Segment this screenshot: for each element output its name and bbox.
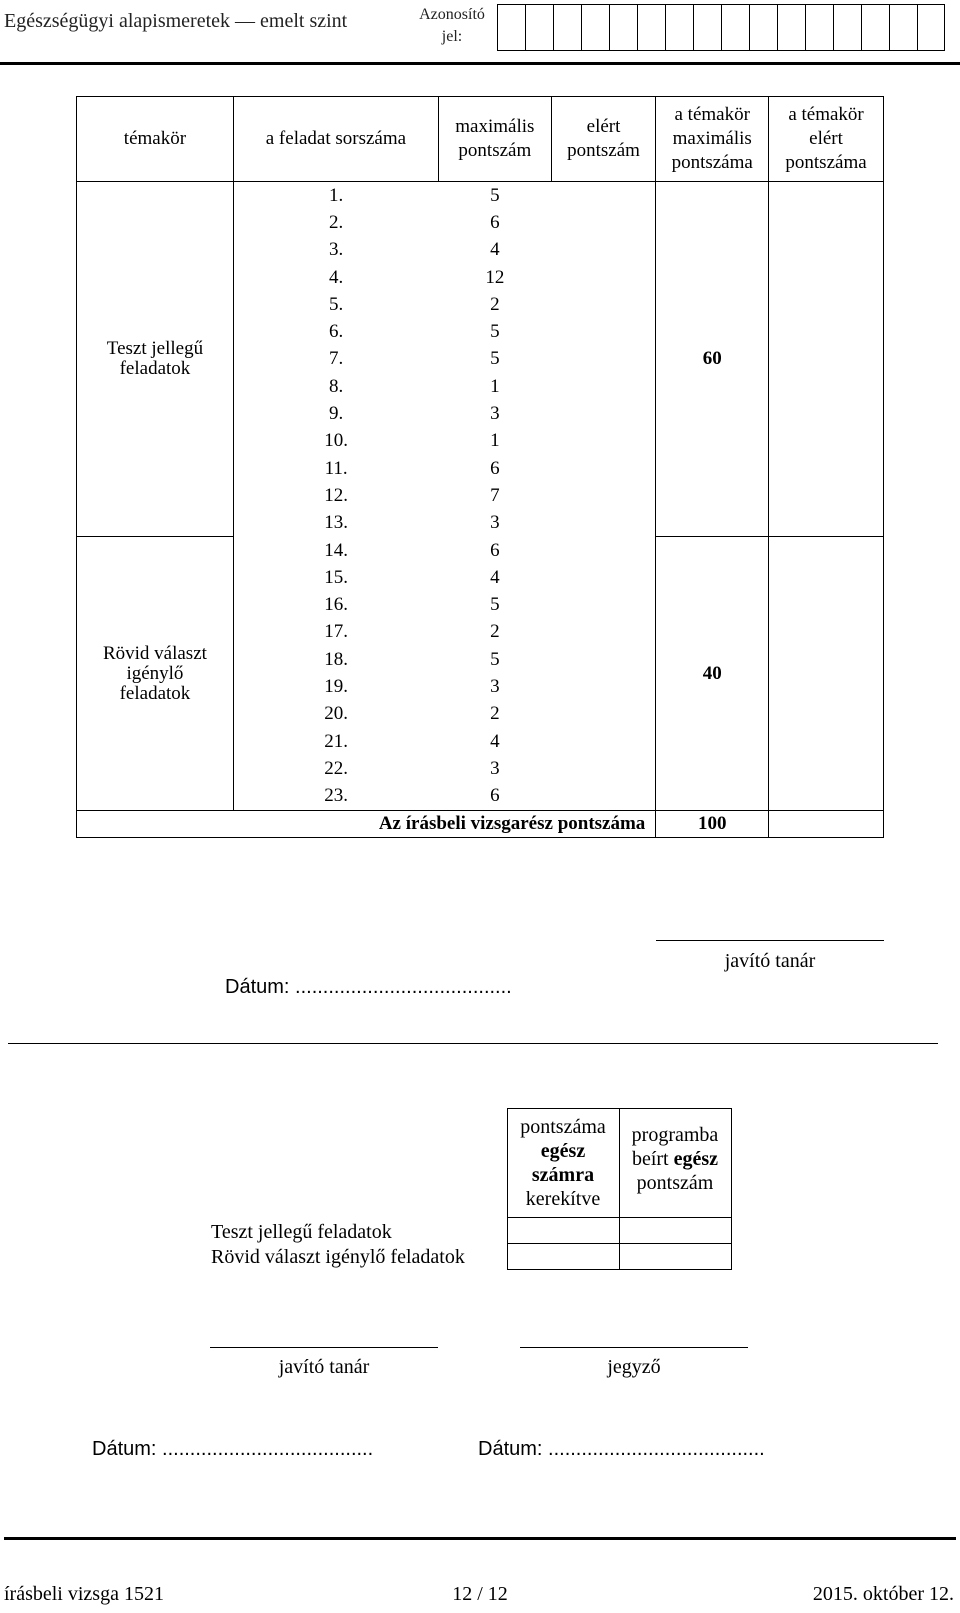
- task-number: 19.: [324, 675, 349, 697]
- achieved-points[interactable]: [551, 237, 656, 264]
- signature-line: [656, 940, 884, 941]
- header-topic-max: a témakör maximális pontszáma: [656, 97, 769, 182]
- task-number: 9.: [329, 403, 344, 425]
- page-number: 12 / 12: [452, 1583, 508, 1605]
- footer-exam-code: írásbeli vizsga 1521: [4, 1583, 164, 1605]
- id-box[interactable]: [637, 4, 665, 51]
- achieved-points[interactable]: [551, 428, 656, 455]
- max-points: 3: [490, 512, 500, 534]
- max-points: 6: [490, 539, 500, 561]
- id-box[interactable]: [581, 4, 609, 51]
- task-number: 1.: [329, 184, 344, 206]
- id-label: Azonosító jel:: [419, 6, 485, 45]
- id-box[interactable]: [721, 4, 749, 51]
- exam-title: Egészségügyi alapismeretek — emelt szint: [4, 10, 348, 32]
- signature-line: [520, 1347, 748, 1348]
- max-points: 6: [490, 785, 500, 807]
- summary-cell[interactable]: [507, 1218, 619, 1244]
- task-number: 15.: [324, 566, 349, 588]
- achieved-points[interactable]: [551, 510, 656, 537]
- max-points: 12: [485, 266, 505, 288]
- task-number: 21.: [324, 730, 349, 752]
- max-points: 5: [490, 594, 500, 616]
- achieved-points[interactable]: [551, 619, 656, 646]
- total-max: 100: [656, 810, 769, 837]
- task-number: 12.: [324, 484, 349, 506]
- max-points: 3: [490, 403, 500, 425]
- header-topic: témakör: [77, 97, 234, 182]
- max-points: 6: [490, 457, 500, 479]
- task-number: 16.: [324, 594, 349, 616]
- total-label: Az írásbeli vizsgarész pontszáma: [77, 810, 656, 837]
- id-box[interactable]: [861, 4, 889, 51]
- task-number: 11.: [324, 457, 348, 479]
- header-achieved-points: elért pontszám: [551, 97, 656, 182]
- task-number: 14.: [324, 539, 349, 561]
- id-box[interactable]: [889, 4, 917, 51]
- max-points: 5: [490, 184, 500, 206]
- header-task-number: a feladat sorszáma: [233, 97, 438, 182]
- achieved-points[interactable]: [551, 455, 656, 482]
- achieved-points[interactable]: [551, 591, 656, 618]
- task-number: 23.: [324, 785, 349, 807]
- max-points: 2: [490, 621, 500, 643]
- achieved-points[interactable]: [551, 318, 656, 345]
- id-box[interactable]: [525, 4, 553, 51]
- achieved-points[interactable]: [551, 537, 656, 564]
- task-number: 17.: [324, 621, 349, 643]
- max-points: 6: [490, 211, 500, 233]
- max-points: 4: [490, 566, 500, 588]
- achieved-points[interactable]: [551, 400, 656, 427]
- score-table: [76, 96, 884, 838]
- signature-label: javító tanár: [278, 1356, 370, 1378]
- topic-max-cell: 40: [656, 537, 769, 810]
- total-achieved[interactable]: [769, 810, 884, 837]
- table-row: [77, 537, 884, 564]
- date-field: Dátum: .......................................: [225, 976, 512, 998]
- achieved-points[interactable]: [551, 755, 656, 782]
- footer-date: 2015. október 12.: [812, 1583, 954, 1605]
- footer-rule: [4, 1537, 956, 1540]
- summary-cell[interactable]: [507, 1244, 619, 1270]
- topic-cell: Rövid választ igénylő feladatok: [77, 537, 234, 810]
- task-number: 20.: [324, 703, 349, 725]
- achieved-points[interactable]: [551, 373, 656, 400]
- header-topic-achieved: a témakör elért pontszáma: [769, 97, 884, 182]
- id-box[interactable]: [833, 4, 861, 51]
- achieved-points[interactable]: [551, 783, 656, 811]
- summary-cell[interactable]: [619, 1218, 731, 1244]
- max-points: 2: [490, 703, 500, 725]
- max-points: 4: [490, 730, 500, 752]
- achieved-points[interactable]: [551, 182, 656, 210]
- topic-max-cell: 60: [656, 182, 769, 537]
- signature-line: [210, 1347, 438, 1348]
- task-number: 7.: [329, 348, 344, 370]
- id-box[interactable]: [805, 4, 833, 51]
- id-box[interactable]: [609, 4, 637, 51]
- task-number: 22.: [324, 757, 349, 779]
- id-boxes: [497, 4, 945, 51]
- achieved-points[interactable]: [551, 646, 656, 673]
- id-box[interactable]: [777, 4, 805, 51]
- topic-cell: Teszt jellegű feladatok: [77, 182, 234, 537]
- summary-cell[interactable]: [619, 1244, 731, 1270]
- achieved-points[interactable]: [551, 673, 656, 700]
- topic-achieved-cell[interactable]: [769, 537, 884, 810]
- summary-header-rounded: pontszáma egész számra kerekítve: [507, 1109, 619, 1218]
- task-number: 13.: [324, 512, 349, 534]
- id-box[interactable]: [917, 4, 945, 51]
- achieved-points[interactable]: [551, 346, 656, 373]
- date-field: Dátum: ......................................: [92, 1438, 374, 1460]
- task-number: 18.: [324, 648, 349, 670]
- max-points: 5: [490, 321, 500, 343]
- id-box[interactable]: [749, 4, 777, 51]
- id-box[interactable]: [665, 4, 693, 51]
- id-box[interactable]: [497, 4, 525, 51]
- max-points: 1: [490, 430, 500, 452]
- summary-row-label: Teszt jellegű feladatok: [211, 1220, 392, 1243]
- task-number: 5.: [329, 293, 344, 315]
- max-points: 4: [490, 239, 500, 261]
- max-points: 1: [490, 375, 500, 397]
- task-number: 10.: [324, 430, 349, 452]
- header-rule: [0, 62, 960, 65]
- achieved-points[interactable]: [551, 264, 656, 291]
- max-points: 3: [490, 757, 500, 779]
- task-number: 3.: [329, 239, 344, 261]
- header-max-points: maximális pontszám: [438, 97, 551, 182]
- task-number: 6.: [329, 321, 344, 343]
- achieved-points[interactable]: [551, 291, 656, 318]
- max-points: 3: [490, 675, 500, 697]
- achieved-points[interactable]: [551, 701, 656, 728]
- achieved-points[interactable]: [551, 564, 656, 591]
- signature-label: jegyző: [607, 1356, 661, 1378]
- summary-table: [211, 1108, 732, 1270]
- max-points: 7: [490, 484, 500, 506]
- signature-label: javító tanár: [724, 950, 816, 972]
- max-points: 5: [490, 348, 500, 370]
- achieved-points[interactable]: [551, 728, 656, 755]
- date-field: Dátum: .......................................: [478, 1438, 765, 1460]
- task-number: 8.: [329, 375, 344, 397]
- task-number: 4.: [329, 266, 344, 288]
- table-row: [77, 182, 884, 210]
- id-box[interactable]: [553, 4, 581, 51]
- summary-row-label: Rövid választ igénylő feladatok: [211, 1245, 465, 1268]
- achieved-points[interactable]: [551, 209, 656, 236]
- summary-header-entered: programba beírt egész pontszám: [619, 1109, 731, 1218]
- max-points: 2: [490, 293, 500, 315]
- separator-rule: [8, 1043, 938, 1044]
- achieved-points[interactable]: [551, 482, 656, 509]
- task-number: 2.: [329, 211, 344, 233]
- topic-achieved-cell[interactable]: [769, 182, 884, 537]
- max-points: 5: [490, 648, 500, 670]
- id-box[interactable]: [693, 4, 721, 51]
